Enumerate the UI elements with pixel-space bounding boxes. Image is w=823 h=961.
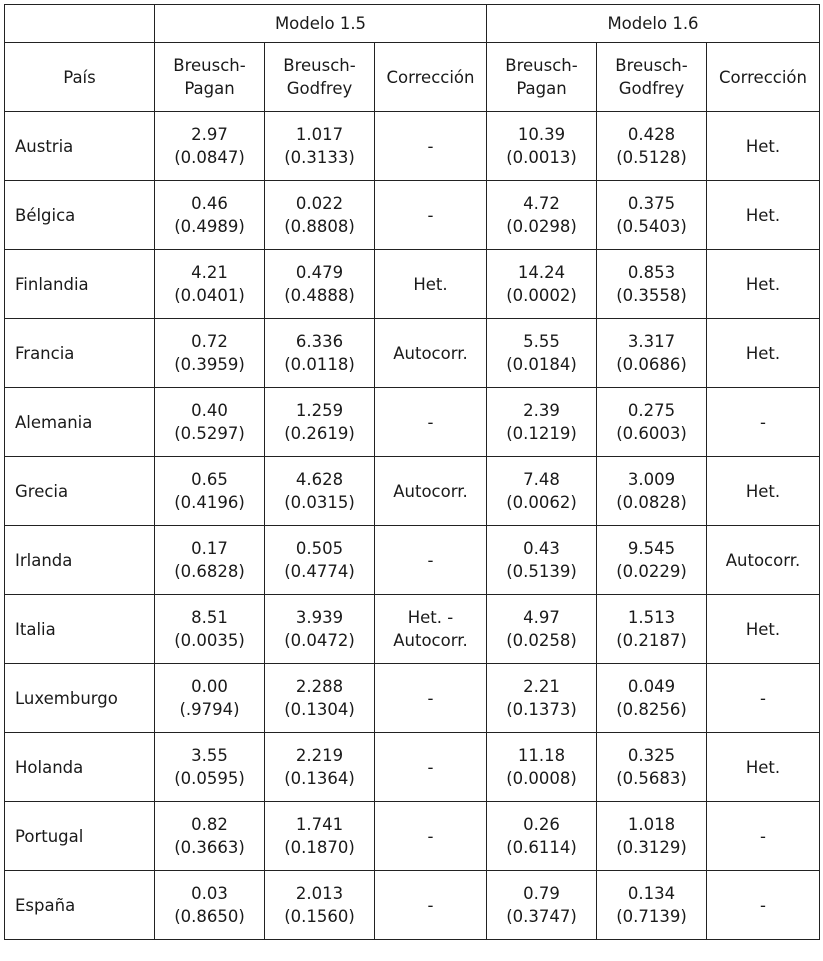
statistic-value: 2.21	[523, 677, 560, 696]
correction-cell	[375, 733, 487, 802]
table-row	[5, 319, 820, 388]
breusch-godfrey-cell	[265, 250, 375, 319]
breusch-pagan-cell	[155, 319, 265, 388]
breusch-godfrey-cell	[597, 250, 707, 319]
breusch-pagan-cell	[487, 664, 597, 733]
statistic-value: 4.21	[191, 263, 228, 282]
statistic-value: 0.049	[627, 677, 676, 696]
column-header-breusch-godfrey	[265, 43, 375, 112]
p-value: (0.0062)	[506, 493, 577, 512]
statistic-value: 6.336	[295, 332, 344, 351]
statistic-value: 0.72	[191, 332, 228, 351]
statistic-value: 2.97	[191, 125, 228, 144]
column-header-correccion: Corrección	[375, 43, 487, 112]
table-row	[5, 664, 820, 733]
correction-text: Het.	[745, 481, 781, 501]
p-value: (0.4196)	[174, 493, 245, 512]
breusch-pagan-cell	[487, 181, 597, 250]
column-header-breusch-pagan	[155, 43, 265, 112]
p-value: (0.3959)	[174, 355, 245, 374]
breusch-pagan-cell	[487, 457, 597, 526]
correction-text: -	[427, 205, 434, 225]
statistic-value: 0.505	[295, 539, 344, 558]
table-row	[5, 112, 820, 181]
correction-cell	[707, 388, 820, 457]
correction-text: -	[427, 895, 434, 915]
table-row	[5, 733, 820, 802]
correction-cell	[375, 526, 487, 595]
breusch-godfrey-cell	[265, 319, 375, 388]
column-header-breusch-godfrey	[597, 43, 707, 112]
table-row	[5, 871, 820, 940]
correction-text: Autocorr.	[393, 481, 468, 501]
breusch-pagan-cell	[155, 595, 265, 664]
correction-text: Het.	[413, 274, 448, 294]
header-line: Breusch-	[283, 56, 356, 75]
breusch-godfrey-cell	[265, 526, 375, 595]
p-value: (0.3129)	[616, 838, 687, 857]
country-cell: Bélgica	[5, 181, 155, 250]
country-cell: Grecia	[5, 457, 155, 526]
statistic-value: 0.275	[627, 401, 676, 420]
statistic-value: 0.00	[191, 677, 228, 696]
correction-text: -	[427, 136, 434, 156]
correction-text: Het.	[745, 205, 781, 225]
correction-text: Autocorr.	[393, 343, 468, 363]
statistic-value: 4.72	[523, 194, 560, 213]
p-value: (0.0002)	[506, 286, 577, 305]
breusch-pagan-cell	[155, 112, 265, 181]
statistic-value: 3.009	[627, 470, 676, 489]
header-row-groups	[5, 5, 820, 43]
country-cell: Finlandia	[5, 250, 155, 319]
breusch-pagan-cell	[155, 733, 265, 802]
correction-cell	[707, 181, 820, 250]
column-header-pais: País	[5, 43, 155, 112]
p-value: (0.1304)	[284, 700, 355, 719]
statistic-value: 0.134	[627, 884, 676, 903]
statistic-value: 14.24	[517, 263, 566, 282]
header-row-columns	[5, 43, 820, 112]
correction-text: -	[760, 688, 766, 708]
p-value: (0.1219)	[506, 424, 577, 443]
table-row	[5, 388, 820, 457]
correction-cell	[375, 112, 487, 181]
correction-cell	[375, 871, 487, 940]
statistic-value: 0.65	[191, 470, 228, 489]
breusch-godfrey-cell	[597, 802, 707, 871]
p-value: (0.8256)	[616, 700, 687, 719]
p-value: (0.4888)	[284, 286, 355, 305]
country-cell: Alemania	[5, 388, 155, 457]
p-value: (0.1870)	[284, 838, 355, 857]
statistic-value: 0.17	[191, 539, 228, 558]
breusch-pagan-cell	[155, 871, 265, 940]
statistic-value: 4.97	[523, 608, 560, 627]
p-value: (0.8650)	[174, 907, 245, 926]
breusch-godfrey-cell	[597, 457, 707, 526]
statistic-value: 3.939	[295, 608, 344, 627]
p-value: (0.0401)	[174, 286, 245, 305]
country-cell: Holanda	[5, 733, 155, 802]
p-value: (0.0472)	[284, 631, 355, 650]
breusch-godfrey-cell	[597, 871, 707, 940]
statistic-value: 10.39	[517, 125, 566, 144]
breusch-pagan-cell	[487, 388, 597, 457]
breusch-godfrey-cell	[597, 526, 707, 595]
correction-cell	[375, 250, 487, 319]
breusch-godfrey-cell	[597, 181, 707, 250]
statistic-value: 2.219	[295, 746, 344, 765]
breusch-godfrey-cell	[265, 802, 375, 871]
breusch-godfrey-cell	[265, 112, 375, 181]
table-row	[5, 181, 820, 250]
p-value: (0.4774)	[284, 562, 355, 581]
header-line: Godfrey	[618, 79, 685, 98]
correction-cell	[375, 595, 487, 664]
breusch-pagan-cell	[487, 112, 597, 181]
p-value: (0.5297)	[174, 424, 245, 443]
p-value: (0.0008)	[506, 769, 577, 788]
correction-text: -	[427, 550, 434, 570]
correction-cell	[375, 319, 487, 388]
statistic-value: 5.55	[523, 332, 560, 351]
statistic-value: 1.513	[627, 608, 676, 627]
p-value: (0.1560)	[284, 907, 355, 926]
statistic-value: 1.017	[295, 125, 344, 144]
table-row	[5, 802, 820, 871]
p-value: (0.0686)	[616, 355, 687, 374]
breusch-godfrey-cell	[265, 871, 375, 940]
statistic-value: 0.26	[523, 815, 560, 834]
breusch-godfrey-cell	[597, 595, 707, 664]
p-value: (0.2187)	[616, 631, 687, 650]
statistic-value: 7.48	[523, 470, 560, 489]
statistic-value: 1.741	[295, 815, 344, 834]
header-line: Pagan	[516, 79, 567, 98]
statistic-value: 0.375	[627, 194, 676, 213]
correction-cell	[707, 457, 820, 526]
breusch-pagan-cell	[155, 526, 265, 595]
breusch-pagan-cell	[487, 802, 597, 871]
breusch-pagan-cell	[487, 871, 597, 940]
statistic-value: 0.022	[295, 194, 344, 213]
correction-text: -	[427, 688, 434, 708]
table-row	[5, 457, 820, 526]
column-header-correccion: Corrección	[707, 43, 820, 112]
statistic-value: 2.013	[295, 884, 344, 903]
correction-cell	[707, 595, 820, 664]
p-value: (0.1364)	[284, 769, 355, 788]
country-cell: Luxemburgo	[5, 664, 155, 733]
correction-text: -	[427, 412, 434, 432]
p-value: (0.0229)	[616, 562, 687, 581]
breusch-pagan-cell	[487, 319, 597, 388]
breusch-godfrey-cell	[265, 733, 375, 802]
p-value: (0.6114)	[506, 838, 577, 857]
p-value: (0.7139)	[616, 907, 687, 926]
breusch-godfrey-cell	[265, 595, 375, 664]
correction-text: Het.	[745, 757, 781, 777]
statistic-value: 11.18	[517, 746, 566, 765]
correction-text: -	[760, 412, 766, 432]
p-value: (0.5403)	[616, 217, 687, 236]
country-cell: Austria	[5, 112, 155, 181]
breusch-pagan-cell	[155, 664, 265, 733]
statistic-value: 0.325	[627, 746, 676, 765]
p-value: (0.5139)	[506, 562, 577, 581]
correction-text: -	[760, 826, 766, 846]
header-empty-cell	[5, 5, 155, 43]
p-value: (0.0258)	[506, 631, 577, 650]
p-value: (0.0828)	[616, 493, 687, 512]
statistic-value: 0.79	[523, 884, 560, 903]
statistic-value: 3.317	[627, 332, 676, 351]
p-value: (0.0298)	[506, 217, 577, 236]
p-value: (0.0184)	[506, 355, 577, 374]
breusch-godfrey-cell	[597, 664, 707, 733]
p-value: (0.0013)	[506, 148, 577, 167]
correction-cell	[375, 181, 487, 250]
correction-cell	[707, 319, 820, 388]
p-value: (0.5683)	[616, 769, 687, 788]
correction-text: Het.	[745, 274, 781, 294]
p-value: (0.2619)	[284, 424, 355, 443]
breusch-pagan-cell	[487, 526, 597, 595]
correction-text: Autocorr.	[725, 550, 801, 570]
p-value: (0.3133)	[284, 148, 355, 167]
breusch-pagan-cell	[155, 250, 265, 319]
correction-cell	[707, 802, 820, 871]
correction-text: Het. -	[407, 608, 454, 627]
statistic-value: 0.43	[523, 539, 560, 558]
breusch-godfrey-cell	[265, 181, 375, 250]
p-value: (0.5128)	[616, 148, 687, 167]
breusch-pagan-cell	[155, 388, 265, 457]
statistic-value: 0.82	[191, 815, 228, 834]
group-header-modelo-1-5: Modelo 1.5	[155, 5, 487, 43]
group-header-modelo-1-6: Modelo 1.6	[487, 5, 820, 43]
correction-text: Het.	[745, 136, 781, 156]
correction-cell	[707, 871, 820, 940]
p-value: (0.3747)	[506, 907, 577, 926]
breusch-godfrey-cell	[597, 388, 707, 457]
p-value: (0.6003)	[616, 424, 687, 443]
statistic-value: 0.853	[627, 263, 676, 282]
table-row	[5, 595, 820, 664]
table-row	[5, 250, 820, 319]
breusch-pagan-cell	[487, 733, 597, 802]
correction-text: -	[760, 895, 766, 915]
country-cell: Francia	[5, 319, 155, 388]
correction-text: -	[427, 757, 434, 777]
correction-cell	[375, 457, 487, 526]
correction-cell	[375, 388, 487, 457]
correction-cell	[707, 250, 820, 319]
header-line: Breusch-	[505, 56, 578, 75]
breusch-pagan-cell	[155, 181, 265, 250]
p-value: (0.1373)	[506, 700, 577, 719]
statistic-value: 1.259	[295, 401, 344, 420]
statistic-value: 8.51	[191, 608, 228, 627]
statistic-value: 0.03	[191, 884, 228, 903]
correction-cell	[707, 526, 820, 595]
statistic-value: 9.545	[627, 539, 676, 558]
breusch-pagan-cell	[155, 457, 265, 526]
breusch-godfrey-cell	[597, 733, 707, 802]
breusch-godfrey-cell	[597, 112, 707, 181]
correction-text: -	[427, 826, 434, 846]
correction-cell	[707, 112, 820, 181]
p-value: (0.0847)	[174, 148, 245, 167]
statistic-value: 0.479	[295, 263, 344, 282]
p-value: (0.0035)	[174, 631, 245, 650]
correction-cell	[707, 733, 820, 802]
correction-text: Het.	[745, 619, 781, 639]
p-value: (0.3663)	[174, 838, 245, 857]
p-value: (0.8808)	[284, 217, 355, 236]
country-cell: Italia	[5, 595, 155, 664]
header-line: Breusch-	[615, 56, 688, 75]
table-body	[5, 112, 820, 940]
breusch-pagan-cell	[487, 250, 597, 319]
country-cell: España	[5, 871, 155, 940]
statistic-value: 0.428	[627, 125, 676, 144]
statistic-value: 4.628	[295, 470, 344, 489]
breusch-godfrey-cell	[265, 388, 375, 457]
p-value: (.9794)	[179, 700, 240, 719]
statistic-value: 0.46	[191, 194, 228, 213]
p-value: (0.0595)	[174, 769, 245, 788]
breusch-godfrey-cell	[265, 664, 375, 733]
breusch-pagan-cell	[155, 802, 265, 871]
statistic-value: 1.018	[627, 815, 676, 834]
statistic-value: 3.55	[191, 746, 228, 765]
statistic-value: 0.40	[191, 401, 228, 420]
country-cell: Portugal	[5, 802, 155, 871]
correction-text: Het.	[745, 343, 781, 363]
p-value: (0.4989)	[174, 217, 245, 236]
breusch-godfrey-cell	[597, 319, 707, 388]
header-line: Pagan	[184, 79, 235, 98]
statistic-value: 2.39	[523, 401, 560, 420]
correction-cell	[707, 664, 820, 733]
correction-cell	[375, 664, 487, 733]
p-value: (0.3558)	[616, 286, 687, 305]
statistic-value: 2.288	[295, 677, 344, 696]
correction-text: Autocorr.	[393, 631, 468, 650]
p-value: (0.0118)	[284, 355, 355, 374]
country-cell: Irlanda	[5, 526, 155, 595]
table-row	[5, 526, 820, 595]
column-header-breusch-pagan	[487, 43, 597, 112]
breusch-pagan-cell	[487, 595, 597, 664]
breusch-godfrey-cell	[265, 457, 375, 526]
header-line: Godfrey	[286, 79, 353, 98]
header-line: Breusch-	[173, 56, 246, 75]
correction-cell	[375, 802, 487, 871]
p-value: (0.0315)	[284, 493, 355, 512]
p-value: (0.6828)	[174, 562, 245, 581]
results-table	[4, 4, 820, 940]
